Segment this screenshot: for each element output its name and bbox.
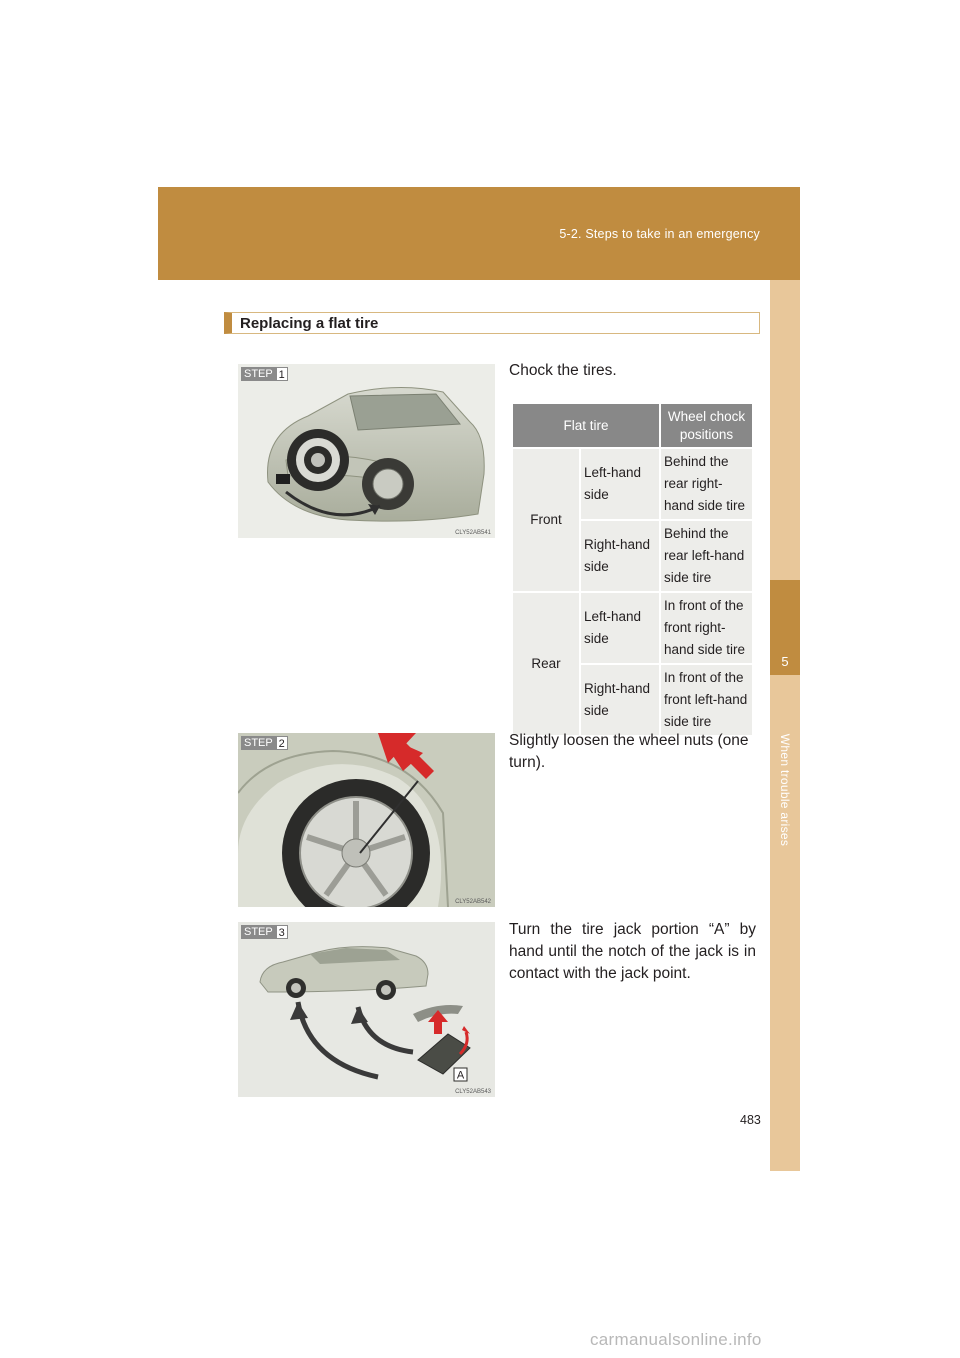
table-cell-position: Behind the rear right-hand side tire: [660, 448, 753, 520]
step-1-figure-code: CLY52AB541: [455, 530, 491, 536]
watermark: carmanualsonline.info: [590, 1330, 762, 1349]
table-cell-side: Left-hand side: [580, 448, 660, 520]
step-2-badge: STEP 2: [241, 736, 288, 750]
side-tab-number: 5: [781, 654, 789, 669]
step-2-text: Slightly loosen the wheel nuts (one turn).: [509, 732, 749, 771]
page-number: 483: [740, 1113, 761, 1127]
step-3-text: Turn the tire jack portion “A” by hand until the notch of the jack is in contact with the jack point.: [509, 921, 756, 982]
side-tab: [770, 280, 800, 1171]
table-header-flat-tire: Flat tire: [512, 403, 660, 448]
table-row: [512, 592, 753, 664]
step-1-text: Chock the tires.: [509, 362, 617, 379]
table-cell-position: In front of the front left-hand side tire: [660, 664, 753, 736]
step-1-figure: [238, 364, 495, 538]
table-cell-side: Left-hand side: [580, 592, 660, 664]
section-heading: [224, 312, 760, 334]
table-group-rear: Rear: [512, 592, 580, 736]
side-tab-number-block: [770, 580, 800, 675]
table-group-front: Front: [512, 448, 580, 592]
table-cell-position: In front of the front right-hand side tire: [660, 592, 753, 664]
table-cell-side: Right-hand side: [580, 664, 660, 736]
car-chock-illustration: [238, 364, 495, 538]
header-section-title: 5-2. Steps to take in an emergency: [559, 227, 760, 241]
table-row: [512, 448, 753, 520]
header-band: [158, 187, 800, 280]
jack-callout-a: A: [456, 1069, 465, 1082]
step-3-figure: [238, 922, 495, 1097]
step-2-figure-code: CLY52AB542: [455, 899, 491, 905]
wheel-chock-table: [511, 402, 754, 737]
jack-illustration: [238, 922, 495, 1097]
step-1-badge: STEP 1: [241, 367, 288, 381]
table-cell-side: Right-hand side: [580, 520, 660, 592]
table-cell-position: Behind the rear left-hand side tire: [660, 520, 753, 592]
wheel-nut-illustration: [238, 733, 495, 907]
section-heading-text: Replacing a flat tire: [240, 315, 379, 332]
table-header-wheel-chock: Wheel chock positions: [660, 403, 753, 448]
step-3-figure-code: CLY52AB543: [455, 1089, 491, 1095]
step-3-badge: STEP 3: [241, 925, 288, 939]
side-tab-label: When trouble arises: [778, 733, 792, 847]
step-2-figure: [238, 733, 495, 907]
